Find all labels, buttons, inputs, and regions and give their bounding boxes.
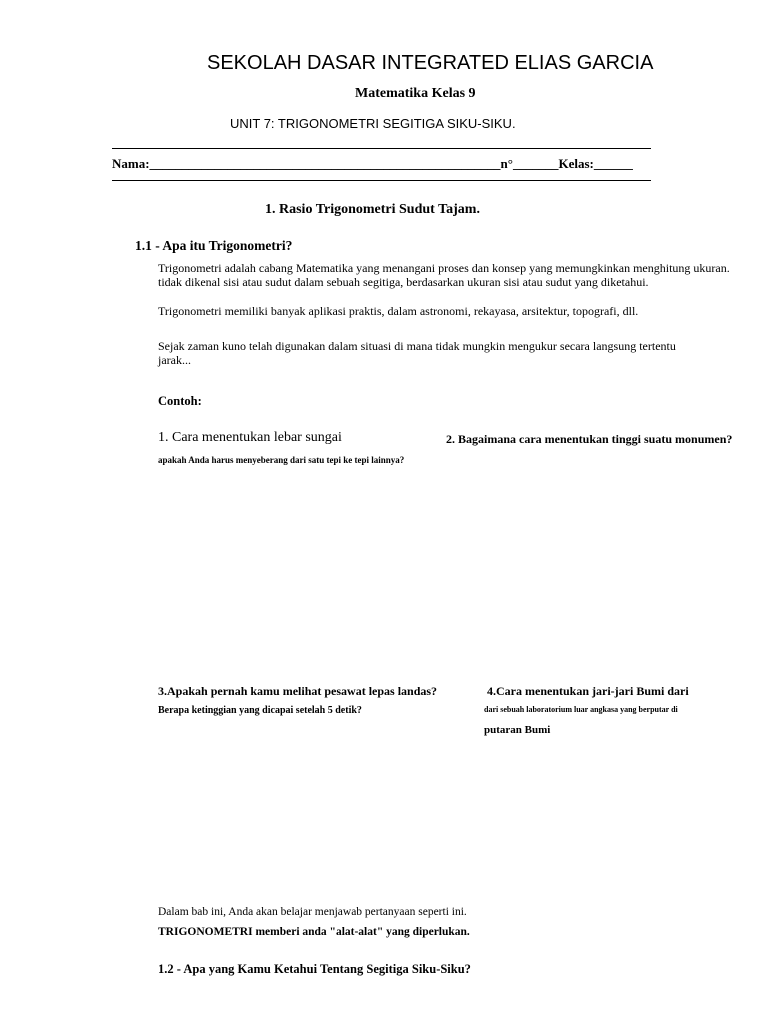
example-4-subtitle-2: putaran Bumi: [484, 724, 551, 736]
closing-line-1: Dalam bab ini, Anda akan belajar menjawab pertanyaan seperti ini.: [158, 906, 467, 918]
top-divider: [112, 148, 651, 149]
student-info-line: Nama:______________________________________________________n°_______Kelas:______: [112, 156, 633, 171]
closing-line-2: [158, 926, 470, 938]
paragraph-1-line-2: tidak dikenal sisi atau sudut dalam sebuah segitiga, berdasarkan ukuran sisi atau sudut yang diketahui.: [158, 275, 649, 289]
example-3-title: 3.Apakah pernah kamu melihat pesawat lepas landas?: [158, 684, 438, 698]
paragraph-2: Trigonometri memiliki banyak aplikasi praktis, dalam astronomi, rekayasa, arsitektur, topografi, dll.: [158, 304, 639, 318]
subject-title: Matematika Kelas 9: [355, 86, 476, 101]
closing-emphasis: TRIGONOMETRI: [158, 926, 253, 938]
closing-rest: memberi anda "alat-alat" yang diperlukan.: [252, 926, 470, 938]
unit-title: UNIT 7: TRIGONOMETRI SEGITIGA SIKU-SIKU.: [230, 116, 516, 131]
sub-heading-1-2: 1.2 - Apa yang Kamu Ketahui Tentang Segitiga Siku-Siku?: [158, 962, 471, 976]
bottom-divider: [112, 180, 651, 181]
example-2-title: 2. Bagaimana cara menentukan tinggi suatu monumen?: [446, 432, 733, 446]
example-4-title: 4.Cara menentukan jari-jari Bumi dari: [487, 684, 689, 698]
paragraph-1-line-1: Trigonometri adalah cabang Matematika yang menangani proses dan konsep yang memungkinkan menghitung ukuran.: [158, 261, 730, 275]
example-label: Contoh:: [158, 394, 202, 408]
example-1-subtitle: apakah Anda harus menyeberang dari satu tepi ke tepi lainnya?: [158, 455, 405, 465]
section-heading: 1. Rasio Trigonometri Sudut Tajam.: [265, 202, 480, 217]
example-4-subtitle-1: dari sebuah laboratorium luar angkasa yang berputar di: [484, 705, 678, 714]
paragraph-3-line-1: Sejak zaman kuno telah digunakan dalam situasi di mana tidak mungkin mengukur secara langsung tertentu: [158, 339, 676, 353]
school-title: SEKOLAH DASAR INTEGRATED ELIAS GARCIA: [207, 52, 654, 74]
example-1-title: 1. Cara menentukan lebar sungai: [158, 430, 342, 445]
paragraph-3-line-2: jarak...: [158, 353, 191, 367]
example-3-subtitle: Berapa ketinggian yang dicapai setelah 5 detik?: [158, 705, 362, 716]
sub-heading-1-1: 1.1 - Apa itu Trigonometri?: [135, 238, 293, 253]
